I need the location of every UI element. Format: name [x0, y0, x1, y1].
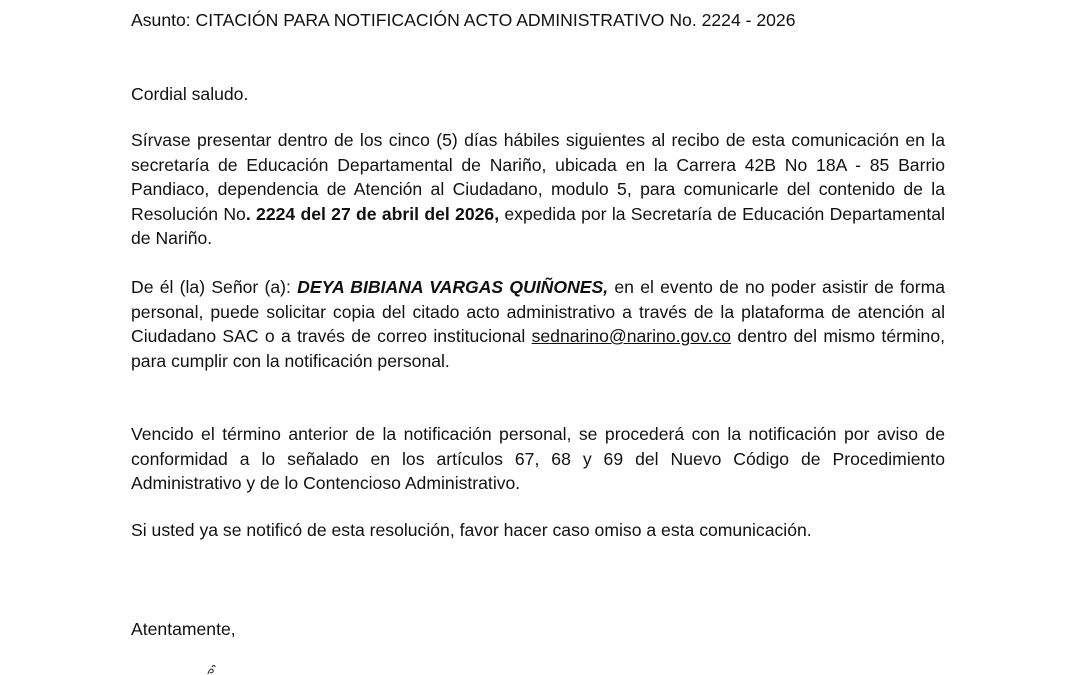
resolution-reference: . 2224 del 27 de abril del 2026,	[245, 203, 500, 224]
recipient-text: en el evento de no poder asistir de forma personal, puede solicitar copia del citado acto administrativo a través de la plataforma de atención al Ciudadano SAC o a través de correo institucional	[131, 277, 946, 346]
letter-subject: Asunto: CITACIÓN PARA NOTIFICACIÓN ACTO ADMINISTRATIVO No. 2224 - 2026	[131, 10, 796, 30]
citation-text: Sírvase presentar dentro de los cinco (5) días hábiles siguientes al recibo de esta comunicación en la secretaría de Educación Departamental de Nariño, ubicada en la Carrera 42B No 18A - 85 Barrio Pandiaco, dependencia de Atención al Ciudadano, modulo 5, para comunicarle del contenido de la Resolución No	[131, 130, 945, 224]
letter-closing: Atentamente,	[131, 619, 236, 639]
paragraph-recipient	[131, 275, 945, 373]
institutional-email-link[interactable]: sednarino@narino.gov.co	[531, 326, 732, 346]
recipient-text-end: dentro del mismo término, para cumplir con la notificación personal.	[131, 326, 945, 371]
recipient-intro: De él (la) Señor (a):	[131, 277, 298, 297]
paragraph-notice: Vencido el término anterior de la notificación personal, se procederá con la notificación por aviso de conformidad a lo señalado en los artículos 67, 68 y 69 del Nuevo Código de Procedimiento Administrativo y de lo Contencioso Administrativo.	[131, 424, 945, 493]
paragraph-citation	[131, 128, 945, 251]
letter-greeting: Cordial saludo.	[131, 84, 249, 104]
citation-text-end: expedida por la Secretaría de Educación Departamental de Nariño.	[131, 203, 945, 248]
recipient-name: DEYA BIBIANA VARGAS QUIÑONES,	[297, 277, 609, 297]
paragraph-disregard: Si usted ya se notificó de esta resolución, favor hacer caso omiso a esta comunicación.	[131, 520, 812, 540]
signature-mark-icon	[200, 663, 220, 675]
